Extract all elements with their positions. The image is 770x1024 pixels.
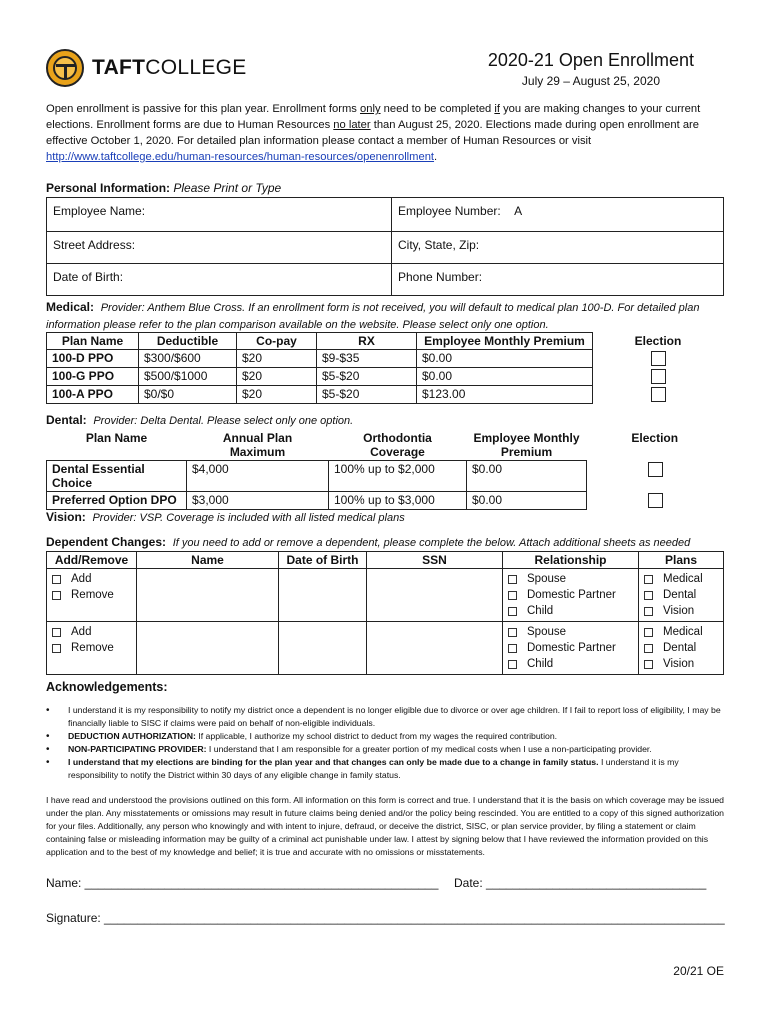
personal-info-table xyxy=(46,197,724,296)
acknowledgements-list xyxy=(46,704,726,782)
form-title: 2020-21 Open Enrollment xyxy=(487,50,694,70)
openenrollment-link[interactable]: http://www.taftcollege.edu/human-resources/human-resources/openenrollment xyxy=(46,151,435,163)
dental-heading: Dental: Provider: Delta Dental. Please select only one option. xyxy=(46,413,354,427)
medical-option[interactable]: Medical xyxy=(644,624,718,640)
city-state-zip-field[interactable]: City, State, Zip: xyxy=(392,232,724,264)
vision-option[interactable]: Vision xyxy=(644,656,718,672)
child-option[interactable]: Child xyxy=(508,603,633,619)
election-checkbox-essential[interactable] xyxy=(648,462,663,477)
spouse-option[interactable]: Spouse xyxy=(508,571,633,587)
domestic-partner-option[interactable]: Domestic Partner xyxy=(508,640,633,656)
dependent-name-field[interactable] xyxy=(137,622,279,675)
election-checkbox-100d[interactable] xyxy=(651,351,666,366)
dependent-dob-field[interactable] xyxy=(279,622,367,675)
vision-heading: Vision: Provider: VSP. Coverage is included with all listed medical plans xyxy=(46,510,405,524)
enrollment-dates: July 29 – August 25, 2020 xyxy=(521,74,660,88)
add-option[interactable]: Add xyxy=(52,624,131,640)
employee-number-field[interactable]: Employee Number: A xyxy=(392,198,724,232)
table-row: 100-G PPO $500/$1000 $20 $5-$20 $0.00 xyxy=(47,368,724,386)
table-row xyxy=(47,622,724,675)
medical-heading: Medical: Provider: Anthem Blue Cross. If an enrollment form is not received, you will default to medical plan 100-D. For detailed plan information please refer to the plan comparison available on the website. Please select only one option. xyxy=(46,300,700,331)
dental-option[interactable]: Dental xyxy=(644,587,718,603)
election-checkbox-100a[interactable] xyxy=(651,387,666,402)
street-address-field[interactable]: Street Address: xyxy=(47,232,392,264)
list-item: • I understand that my elections are binding for the plan year and that changes can only be made due to a change in family status. I understand it is my responsibility to notify the District within 30 days of any eligible change in family status. xyxy=(46,757,679,780)
intro-paragraph: Open enrollment is passive for this plan year. Enrollment forms only need to be completed if you are making changes to your current elections. Enrollment forms are due to Human Resources no later than August 25, 2020. Elections made during open enrollment are effective October 1, 2020. For detailed plan information please contact a member of Human Resources or visit http://www.taftcollege.edu/human-resources/human-resources/openenrollment. xyxy=(46,103,701,163)
list-item: • NON-PARTICIPATING PROVIDER: I understand that I am responsible for a greater portion of my medical costs when I use a non-participating provider. xyxy=(46,744,652,755)
dental-option[interactable]: Dental xyxy=(644,640,718,656)
election-checkbox-dpo[interactable] xyxy=(648,493,663,508)
medical-plan-table: Plan Name Deductible Co-pay RX Employee Monthly Premium Election 100-D PPO $300/$600 $20 $9-$35 $0.00 100-G PPO $500/$1000 $20 $5-$20 $0.00 100-A PPO $0/$0 $20 $5-$20 $123.00 xyxy=(46,332,724,404)
dependent-ssn-field[interactable] xyxy=(367,622,503,675)
acknowledgements-heading: Acknowledgements: xyxy=(46,680,168,694)
page-footer: 20/21 OE xyxy=(673,964,724,978)
remove-option[interactable]: Remove xyxy=(52,587,131,603)
list-item: • DEDUCTION AUTHORIZATION: If applicable, I authorize my school district to deduct from my wages the required contribution. xyxy=(46,731,558,742)
name-line[interactable]: Name: _____________________________________________________ xyxy=(46,876,439,890)
date-line[interactable]: Date: _________________________________ xyxy=(454,876,707,890)
phone-number-field[interactable]: Phone Number: xyxy=(392,264,724,296)
dental-plan-table: Plan Name Annual Plan Maximum Orthodontia Coverage Employee Monthly Premium Election Dental Essential Choice $4,000 100% up to $2,000 $0.00 Preferred Option DPO $3,000 100% up to $3,000 $0.00 xyxy=(46,430,724,510)
spouse-option[interactable]: Spouse xyxy=(508,624,633,640)
table-row: Dental Essential Choice $4,000 100% up to $2,000 $0.00 xyxy=(47,461,724,492)
table-row: Preferred Option DPO $3,000 100% up to $3,000 $0.00 xyxy=(47,492,724,510)
vision-option[interactable]: Vision xyxy=(644,603,718,619)
child-option[interactable]: Child xyxy=(508,656,633,672)
dependents-table: Add/Remove Name Date of Birth SSN Relationship Plans Add Remove Spouse Domestic Partner Child Medical Dental Vision Add Remove Spouse Domestic Partner Child Medical Dental Vision xyxy=(46,551,724,675)
employee-name-field[interactable]: Employee Name: xyxy=(47,198,392,232)
domestic-partner-option[interactable]: Domestic Partner xyxy=(508,587,633,603)
logo-text: TAFTCOLLEGE xyxy=(92,56,247,79)
taft-college-logo xyxy=(46,48,247,88)
table-row: 100-D PPO $300/$600 $20 $9-$35 $0.00 xyxy=(47,350,724,368)
dependent-name-field[interactable] xyxy=(137,569,279,622)
personal-info-heading: Personal Information: Please Print or Type xyxy=(46,181,282,195)
dependent-changes-heading: Dependent Changes: If you need to add or remove a dependent, please complete the below. Attach additional sheets as needed xyxy=(46,535,691,549)
medical-option[interactable]: Medical xyxy=(644,571,718,587)
add-option[interactable]: Add xyxy=(52,571,131,587)
date-of-birth-field[interactable]: Date of Birth: xyxy=(47,264,392,296)
list-item: • I understand it is my responsibility to notify my district once a dependent is no longer eligible due to divorce or over age children. If I fail to report loss of eligibility, I may be financially liable to SISC if claims were paid on behalf of non-eligible individuals. xyxy=(46,705,721,728)
table-row: 100-A PPO $0/$0 $20 $5-$20 $123.00 xyxy=(47,386,724,404)
certification-paragraph: I have read and understood the provisions outlined on this form. All information on this form is correct and true. I understand that it is the basis on which coverage may be issued under the plan. Any misstatements or omissions may result in future claims being denied and/or the policy being rescinded. You are entitled to a copy of this signed authorization for your files. Additionally, any person who knowingly and with intent to injure, defraud, or deceive the district, SISC, or plan service provider, by filing a statement or claim containing false or misleading information may be guilty of a criminal act punishable under law. I attest by signing below that I have reviewed the information provided on this application and to the best of my knowledge and belief; it is true and accurate with no omissions or misstatements. xyxy=(46,795,725,857)
table-row xyxy=(47,569,724,622)
dependent-dob-field[interactable] xyxy=(279,569,367,622)
remove-option[interactable]: Remove xyxy=(52,640,131,656)
signature-line[interactable]: Signature: _____________________________________________________________________________________________ xyxy=(46,911,725,925)
dependent-ssn-field[interactable] xyxy=(367,569,503,622)
election-checkbox-100g[interactable] xyxy=(651,369,666,384)
college-seal-icon xyxy=(46,49,84,87)
